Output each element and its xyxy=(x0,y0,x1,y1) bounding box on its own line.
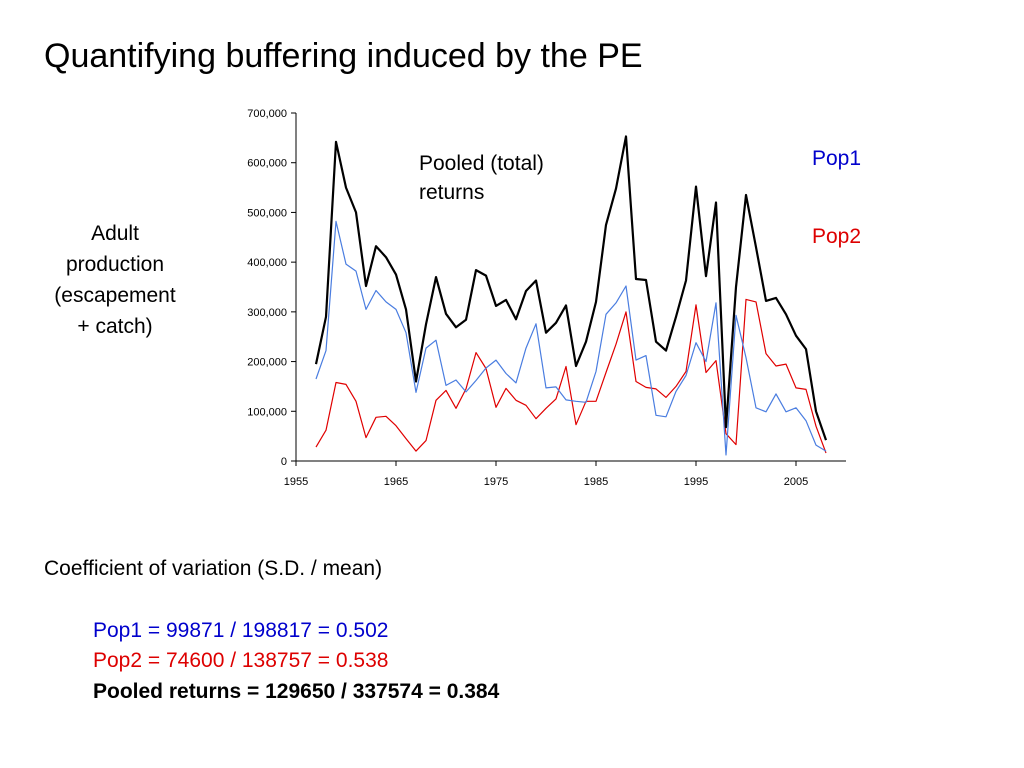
x-tick-label: 2005 xyxy=(783,476,809,488)
annotation-line: Pop1 xyxy=(812,147,862,170)
y-axis-label-line: + catch) xyxy=(77,315,153,338)
y-tick-label: 400,000 xyxy=(247,257,287,270)
annotation-pop1 xyxy=(812,147,861,170)
y-axis-label-line: Adult xyxy=(91,222,139,245)
chart-annotations xyxy=(419,147,861,248)
y-tick-label: 0 xyxy=(280,456,287,468)
annotation-line: Pooled (total) xyxy=(419,152,544,175)
cv-heading: Coefficient of variation (S.D. / mean) xyxy=(44,557,383,580)
y-axis-label-line: production xyxy=(65,253,165,276)
y-axis-label-line: (escapement xyxy=(54,284,176,307)
annotation-pop2 xyxy=(812,225,861,248)
annotation-pooled xyxy=(419,152,544,204)
x-tick-label: 1995 xyxy=(683,476,709,488)
annotation-line: returns xyxy=(419,181,485,204)
annotation-line: Pop2 xyxy=(812,225,862,248)
cv-pop1: Pop1 = 99871 / 198817 = 0.502 xyxy=(93,619,389,642)
slide-title: Quantifying buffering induced by the PE xyxy=(44,37,643,75)
y-tick-label: 300,000 xyxy=(247,306,287,319)
y-tick-label: 500,000 xyxy=(247,207,287,220)
y-tick-label: 700,000 xyxy=(247,108,287,120)
x-tick-label: 1975 xyxy=(483,476,509,488)
y-tick-label: 100,000 xyxy=(247,406,287,419)
y-tick-label: 600,000 xyxy=(247,157,287,170)
x-tick-label: 1985 xyxy=(583,476,609,488)
chart-axes xyxy=(247,108,846,488)
cv-pop2: Pop2 = 74600 / 138757 = 0.538 xyxy=(93,649,389,672)
cv-pooled: Pooled returns = 129650 / 337574 = 0.384 xyxy=(93,680,500,703)
chart-series xyxy=(316,136,826,455)
y-tick-label: 200,000 xyxy=(247,356,287,369)
x-tick-label: 1965 xyxy=(383,476,409,488)
x-tick-label: 1955 xyxy=(283,476,309,488)
